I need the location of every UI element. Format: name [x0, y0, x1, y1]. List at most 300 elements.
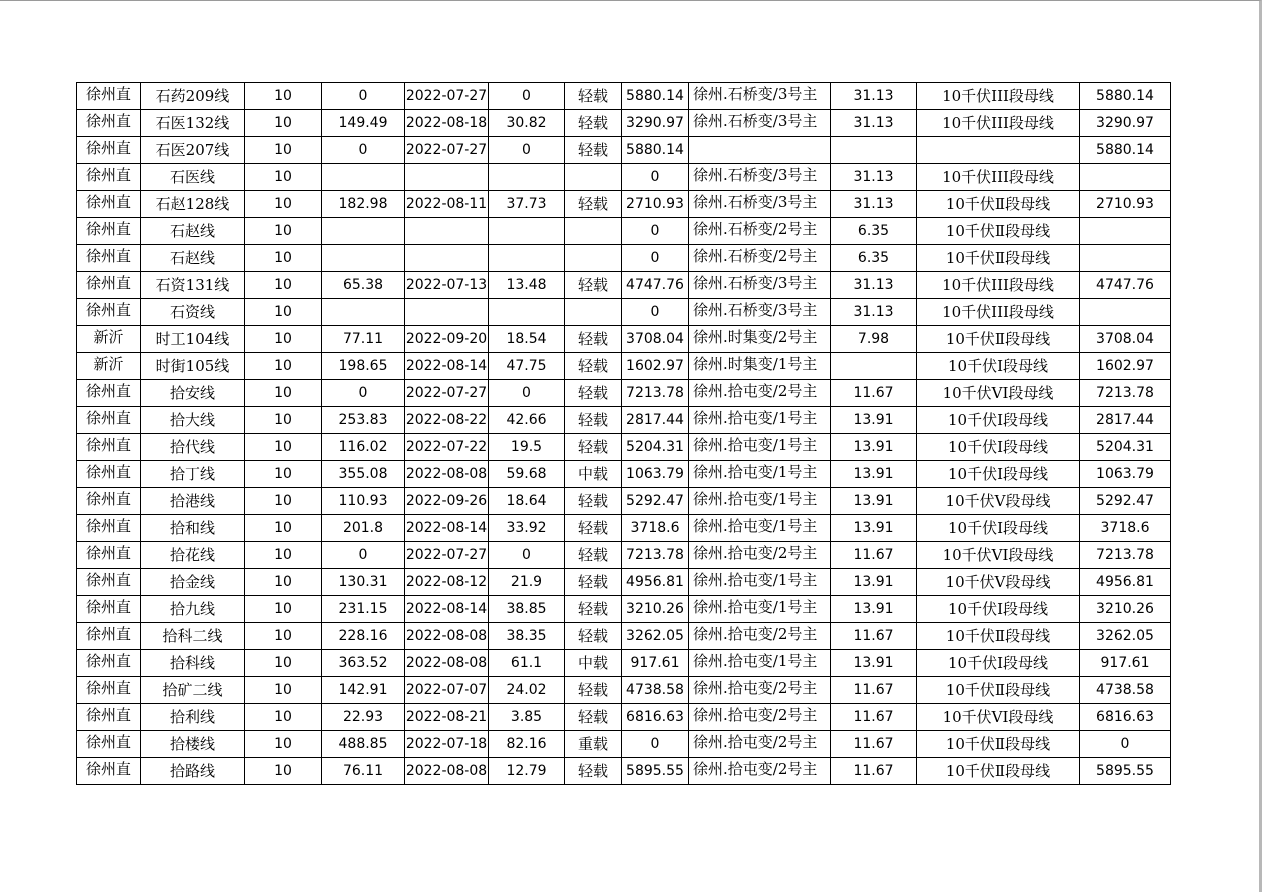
cell-voltage: 10: [245, 191, 322, 218]
cell-available: 4956.81: [1080, 569, 1171, 596]
cell-transformer: 徐州.拾屯变/1号主: [689, 596, 831, 623]
cell-capacity: 31.13: [831, 83, 917, 110]
cell-line-name: 石药209线: [141, 83, 245, 110]
cell-capacity: 13.91: [831, 434, 917, 461]
cell-line-name: 拾丁线: [141, 461, 245, 488]
cell-line-name: 石医132线: [141, 110, 245, 137]
cell-transformer: 徐州.石桥变/2号主: [689, 245, 831, 272]
cell-load-status: 中载: [565, 461, 622, 488]
cell-load-rate: [489, 245, 565, 272]
cell-current: 149.49: [322, 110, 405, 137]
cell-area: 徐州直: [77, 461, 141, 488]
cell-load-rate: 0: [489, 380, 565, 407]
cell-line-name: 石赵线: [141, 218, 245, 245]
cell-transformer: 徐州.石桥变/3号主: [689, 164, 831, 191]
cell-line-name: 拾科线: [141, 650, 245, 677]
cell-area: 徐州直: [77, 380, 141, 407]
table-row: [77, 623, 1171, 650]
cell-bus: 10千伏Ⅱ段母线: [917, 758, 1080, 785]
cell-bus: 10千伏Ⅰ段母线: [917, 461, 1080, 488]
cell-transformer: 徐州.拾屯变/2号主: [689, 380, 831, 407]
cell-transformer: 徐州.拾屯变/2号主: [689, 542, 831, 569]
cell-voltage: 10: [245, 245, 322, 272]
cell-load-rate: 24.02: [489, 677, 565, 704]
cell-voltage: 10: [245, 569, 322, 596]
cell-date: 2022-08-21: [405, 704, 489, 731]
cell-available: 2710.93: [1080, 191, 1171, 218]
cell-area: 徐州直: [77, 164, 141, 191]
cell-capacity: [831, 353, 917, 380]
cell-voltage: 10: [245, 83, 322, 110]
table-row: [77, 515, 1171, 542]
cell-load-status: 轻载: [565, 110, 622, 137]
cell-line-name: 拾大线: [141, 407, 245, 434]
cell-capacity: 7.98: [831, 326, 917, 353]
cell-margin: 3290.97: [622, 110, 689, 137]
cell-available: 3210.26: [1080, 596, 1171, 623]
cell-bus: 10千伏III段母线: [917, 272, 1080, 299]
cell-area: 徐州直: [77, 434, 141, 461]
cell-transformer: 徐州.拾屯变/1号主: [689, 515, 831, 542]
cell-area: 徐州直: [77, 218, 141, 245]
cell-available: [1080, 164, 1171, 191]
cell-load-rate: 18.64: [489, 488, 565, 515]
cell-transformer: 徐州.拾屯变/2号主: [689, 731, 831, 758]
cell-bus: 10千伏III段母线: [917, 110, 1080, 137]
cell-bus: 10千伏VI段母线: [917, 704, 1080, 731]
cell-transformer: 徐州.拾屯变/1号主: [689, 650, 831, 677]
cell-date: 2022-08-14: [405, 515, 489, 542]
cell-area: 徐州直: [77, 110, 141, 137]
cell-area: 新沂: [77, 326, 141, 353]
table-row: [77, 650, 1171, 677]
cell-bus: 10千伏Ⅱ段母线: [917, 623, 1080, 650]
cell-area: 徐州直: [77, 731, 141, 758]
cell-load-rate: 82.16: [489, 731, 565, 758]
table-row: [77, 137, 1171, 164]
cell-line-name: 拾矿二线: [141, 677, 245, 704]
cell-capacity: 13.91: [831, 461, 917, 488]
cell-bus: 10千伏Ⅰ段母线: [917, 353, 1080, 380]
cell-load-status: 轻载: [565, 137, 622, 164]
cell-voltage: 10: [245, 380, 322, 407]
cell-margin: 5880.14: [622, 83, 689, 110]
cell-current: 142.91: [322, 677, 405, 704]
cell-area: 徐州直: [77, 677, 141, 704]
cell-capacity: 11.67: [831, 677, 917, 704]
cell-load-rate: 38.85: [489, 596, 565, 623]
cell-date: 2022-09-26: [405, 488, 489, 515]
cell-load-rate: 42.66: [489, 407, 565, 434]
cell-area: 徐州直: [77, 407, 141, 434]
cell-capacity: [831, 137, 917, 164]
cell-area: 新沂: [77, 353, 141, 380]
cell-load-status: 轻载: [565, 272, 622, 299]
cell-load-status: 轻载: [565, 380, 622, 407]
cell-load-rate: 18.54: [489, 326, 565, 353]
cell-line-name: 石赵128线: [141, 191, 245, 218]
table-row: [77, 677, 1171, 704]
cell-current: 0: [322, 542, 405, 569]
cell-margin: 1602.97: [622, 353, 689, 380]
cell-voltage: 10: [245, 515, 322, 542]
cell-voltage: 10: [245, 650, 322, 677]
cell-available: 0: [1080, 731, 1171, 758]
cell-margin: 6816.63: [622, 704, 689, 731]
cell-voltage: 10: [245, 137, 322, 164]
table-row: [77, 272, 1171, 299]
cell-capacity: 13.91: [831, 650, 917, 677]
cell-available: 1602.97: [1080, 353, 1171, 380]
cell-voltage: 10: [245, 326, 322, 353]
cell-load-rate: 19.5: [489, 434, 565, 461]
cell-current: 22.93: [322, 704, 405, 731]
cell-transformer: 徐州.石桥变/2号主: [689, 218, 831, 245]
cell-current: 201.8: [322, 515, 405, 542]
cell-transformer: 徐州.石桥变/3号主: [689, 110, 831, 137]
cell-bus: 10千伏Ⅴ段母线: [917, 569, 1080, 596]
cell-voltage: 10: [245, 164, 322, 191]
cell-voltage: 10: [245, 434, 322, 461]
cell-capacity: 31.13: [831, 191, 917, 218]
cell-available: 3290.97: [1080, 110, 1171, 137]
cell-load-rate: [489, 218, 565, 245]
cell-load-rate: [489, 164, 565, 191]
cell-voltage: 10: [245, 623, 322, 650]
cell-available: 917.61: [1080, 650, 1171, 677]
cell-load-status: 轻载: [565, 488, 622, 515]
cell-transformer: 徐州.石桥变/3号主: [689, 272, 831, 299]
cell-load-rate: 3.85: [489, 704, 565, 731]
cell-area: 徐州直: [77, 515, 141, 542]
cell-bus: 10千伏Ⅱ段母线: [917, 191, 1080, 218]
cell-bus: 10千伏VI段母线: [917, 380, 1080, 407]
table-row: [77, 83, 1171, 110]
cell-current: 363.52: [322, 650, 405, 677]
cell-transformer: 徐州.拾屯变/1号主: [689, 488, 831, 515]
table-body: [77, 83, 1171, 785]
cell-margin: 3708.04: [622, 326, 689, 353]
cell-load-rate: 37.73: [489, 191, 565, 218]
table-row: [77, 596, 1171, 623]
cell-margin: 4956.81: [622, 569, 689, 596]
cell-line-name: 石资线: [141, 299, 245, 326]
cell-current: 76.11: [322, 758, 405, 785]
cell-line-name: 石医线: [141, 164, 245, 191]
cell-capacity: 11.67: [831, 758, 917, 785]
cell-margin: 2817.44: [622, 407, 689, 434]
cell-available: 5880.14: [1080, 83, 1171, 110]
cell-area: 徐州直: [77, 758, 141, 785]
cell-voltage: 10: [245, 272, 322, 299]
cell-margin: 4747.76: [622, 272, 689, 299]
cell-current: 0: [322, 137, 405, 164]
cell-available: [1080, 218, 1171, 245]
cell-bus: 10千伏Ⅱ段母线: [917, 218, 1080, 245]
cell-bus: 10千伏Ⅰ段母线: [917, 434, 1080, 461]
cell-bus: 10千伏Ⅴ段母线: [917, 488, 1080, 515]
cell-bus: 10千伏III段母线: [917, 83, 1080, 110]
cell-current: 116.02: [322, 434, 405, 461]
cell-margin: 3718.6: [622, 515, 689, 542]
table-row: [77, 191, 1171, 218]
cell-load-rate: 61.1: [489, 650, 565, 677]
cell-line-name: 拾代线: [141, 434, 245, 461]
table-row: [77, 326, 1171, 353]
cell-line-name: 拾港线: [141, 488, 245, 515]
cell-load-status: 轻载: [565, 515, 622, 542]
cell-current: 355.08: [322, 461, 405, 488]
cell-margin: 5880.14: [622, 137, 689, 164]
cell-available: [1080, 299, 1171, 326]
cell-available: 1063.79: [1080, 461, 1171, 488]
cell-line-name: 拾和线: [141, 515, 245, 542]
cell-bus: 10千伏Ⅰ段母线: [917, 407, 1080, 434]
cell-bus: 10千伏Ⅱ段母线: [917, 731, 1080, 758]
cell-bus: 10千伏Ⅱ段母线: [917, 326, 1080, 353]
cell-date: [405, 299, 489, 326]
cell-margin: 5292.47: [622, 488, 689, 515]
cell-margin: 7213.78: [622, 380, 689, 407]
cell-margin: 4738.58: [622, 677, 689, 704]
cell-current: 182.98: [322, 191, 405, 218]
feeder-load-table: [76, 82, 1171, 785]
cell-current: 65.38: [322, 272, 405, 299]
cell-area: 徐州直: [77, 245, 141, 272]
cell-load-status: 重载: [565, 731, 622, 758]
cell-date: 2022-08-18: [405, 110, 489, 137]
cell-line-name: 拾安线: [141, 380, 245, 407]
cell-area: 徐州直: [77, 299, 141, 326]
cell-available: 5880.14: [1080, 137, 1171, 164]
cell-available: [1080, 245, 1171, 272]
cell-current: 253.83: [322, 407, 405, 434]
cell-bus: 10千伏Ⅱ段母线: [917, 677, 1080, 704]
cell-voltage: 10: [245, 758, 322, 785]
cell-date: 2022-08-08: [405, 650, 489, 677]
cell-capacity: 11.67: [831, 731, 917, 758]
cell-load-rate: 12.79: [489, 758, 565, 785]
cell-current: [322, 218, 405, 245]
cell-load-status: 中载: [565, 650, 622, 677]
cell-current: 488.85: [322, 731, 405, 758]
cell-voltage: 10: [245, 542, 322, 569]
cell-area: 徐州直: [77, 650, 141, 677]
cell-load-status: 轻载: [565, 677, 622, 704]
table-row: [77, 542, 1171, 569]
cell-capacity: 13.91: [831, 488, 917, 515]
cell-load-rate: 59.68: [489, 461, 565, 488]
cell-voltage: 10: [245, 461, 322, 488]
cell-load-status: 轻载: [565, 83, 622, 110]
cell-margin: 1063.79: [622, 461, 689, 488]
cell-capacity: 31.13: [831, 299, 917, 326]
cell-load-status: [565, 299, 622, 326]
cell-margin: 5895.55: [622, 758, 689, 785]
cell-current: 77.11: [322, 326, 405, 353]
cell-transformer: 徐州.拾屯变/1号主: [689, 434, 831, 461]
cell-margin: 0: [622, 218, 689, 245]
cell-area: 徐州直: [77, 704, 141, 731]
cell-line-name: 拾路线: [141, 758, 245, 785]
table-row: [77, 380, 1171, 407]
cell-load-status: 轻载: [565, 191, 622, 218]
cell-area: 徐州直: [77, 542, 141, 569]
table-row: [77, 488, 1171, 515]
cell-load-status: 轻载: [565, 542, 622, 569]
cell-bus: [917, 137, 1080, 164]
cell-area: 徐州直: [77, 569, 141, 596]
cell-available: 2817.44: [1080, 407, 1171, 434]
cell-transformer: 徐州.拾屯变/1号主: [689, 407, 831, 434]
cell-bus: 10千伏Ⅰ段母线: [917, 515, 1080, 542]
cell-margin: 3262.05: [622, 623, 689, 650]
table-row: [77, 569, 1171, 596]
cell-load-status: 轻载: [565, 326, 622, 353]
cell-available: 3718.6: [1080, 515, 1171, 542]
cell-load-rate: 0: [489, 83, 565, 110]
cell-load-rate: 0: [489, 137, 565, 164]
cell-date: 2022-07-22: [405, 434, 489, 461]
cell-margin: 0: [622, 164, 689, 191]
table-row: [77, 299, 1171, 326]
cell-line-name: 石资131线: [141, 272, 245, 299]
cell-transformer: 徐州.石桥变/3号主: [689, 299, 831, 326]
cell-date: 2022-07-27: [405, 83, 489, 110]
cell-line-name: 时街105线: [141, 353, 245, 380]
cell-voltage: 10: [245, 677, 322, 704]
cell-margin: 2710.93: [622, 191, 689, 218]
cell-load-rate: 13.48: [489, 272, 565, 299]
cell-voltage: 10: [245, 704, 322, 731]
cell-transformer: 徐州.石桥变/3号主: [689, 191, 831, 218]
cell-available: 5292.47: [1080, 488, 1171, 515]
cell-bus: 10千伏Ⅱ段母线: [917, 245, 1080, 272]
cell-line-name: 拾科二线: [141, 623, 245, 650]
cell-load-rate: 21.9: [489, 569, 565, 596]
cell-date: [405, 218, 489, 245]
cell-available: 4747.76: [1080, 272, 1171, 299]
table-row: [77, 245, 1171, 272]
cell-voltage: 10: [245, 407, 322, 434]
cell-available: 7213.78: [1080, 380, 1171, 407]
cell-current: [322, 164, 405, 191]
cell-load-status: 轻载: [565, 353, 622, 380]
cell-date: 2022-08-14: [405, 353, 489, 380]
cell-date: 2022-08-12: [405, 569, 489, 596]
cell-available: 6816.63: [1080, 704, 1171, 731]
cell-area: 徐州直: [77, 488, 141, 515]
cell-capacity: 13.91: [831, 569, 917, 596]
cell-current: 228.16: [322, 623, 405, 650]
cell-capacity: 13.91: [831, 515, 917, 542]
cell-bus: 10千伏Ⅰ段母线: [917, 650, 1080, 677]
cell-available: 5895.55: [1080, 758, 1171, 785]
cell-line-name: 石赵线: [141, 245, 245, 272]
cell-margin: 0: [622, 299, 689, 326]
cell-date: 2022-08-08: [405, 623, 489, 650]
cell-available: 3262.05: [1080, 623, 1171, 650]
cell-capacity: 31.13: [831, 272, 917, 299]
cell-load-status: 轻载: [565, 623, 622, 650]
cell-load-status: 轻载: [565, 758, 622, 785]
cell-date: 2022-09-20: [405, 326, 489, 353]
cell-area: 徐州直: [77, 83, 141, 110]
cell-area: 徐州直: [77, 623, 141, 650]
cell-bus: 10千伏Ⅰ段母线: [917, 596, 1080, 623]
cell-load-rate: 38.35: [489, 623, 565, 650]
cell-current: [322, 245, 405, 272]
cell-available: 4738.58: [1080, 677, 1171, 704]
cell-load-status: 轻载: [565, 596, 622, 623]
cell-load-status: 轻载: [565, 434, 622, 461]
cell-margin: 0: [622, 731, 689, 758]
cell-voltage: 10: [245, 353, 322, 380]
cell-bus: 10千伏III段母线: [917, 164, 1080, 191]
table-row: [77, 704, 1171, 731]
cell-current: 110.93: [322, 488, 405, 515]
table-row: [77, 461, 1171, 488]
cell-load-status: [565, 218, 622, 245]
cell-voltage: 10: [245, 731, 322, 758]
cell-capacity: 6.35: [831, 245, 917, 272]
cell-available: 3708.04: [1080, 326, 1171, 353]
cell-transformer: 徐州.拾屯变/1号主: [689, 569, 831, 596]
cell-capacity: 13.91: [831, 596, 917, 623]
cell-current: 0: [322, 83, 405, 110]
table-row: [77, 164, 1171, 191]
cell-date: 2022-07-27: [405, 137, 489, 164]
cell-transformer: 徐州.拾屯变/2号主: [689, 758, 831, 785]
cell-current: 231.15: [322, 596, 405, 623]
cell-capacity: 31.13: [831, 164, 917, 191]
cell-capacity: 11.67: [831, 380, 917, 407]
cell-transformer: 徐州.拾屯变/2号主: [689, 623, 831, 650]
cell-date: 2022-07-07: [405, 677, 489, 704]
table-row: [77, 731, 1171, 758]
cell-load-rate: [489, 299, 565, 326]
cell-area: 徐州直: [77, 596, 141, 623]
cell-load-status: 轻载: [565, 704, 622, 731]
cell-load-status: [565, 245, 622, 272]
cell-area: 徐州直: [77, 137, 141, 164]
cell-line-name: 拾楼线: [141, 731, 245, 758]
cell-date: 2022-07-27: [405, 542, 489, 569]
cell-voltage: 10: [245, 299, 322, 326]
cell-margin: 3210.26: [622, 596, 689, 623]
cell-transformer: 徐州.拾屯变/2号主: [689, 677, 831, 704]
cell-current: 0: [322, 380, 405, 407]
cell-load-status: 轻载: [565, 569, 622, 596]
cell-current: 130.31: [322, 569, 405, 596]
cell-available: 5204.31: [1080, 434, 1171, 461]
cell-date: 2022-08-11: [405, 191, 489, 218]
table-row: [77, 407, 1171, 434]
cell-voltage: 10: [245, 218, 322, 245]
cell-date: 2022-07-18: [405, 731, 489, 758]
cell-date: 2022-08-22: [405, 407, 489, 434]
cell-margin: 7213.78: [622, 542, 689, 569]
cell-line-name: 拾金线: [141, 569, 245, 596]
cell-date: 2022-08-08: [405, 461, 489, 488]
table-row: [77, 758, 1171, 785]
cell-load-rate: 33.92: [489, 515, 565, 542]
cell-capacity: 13.91: [831, 407, 917, 434]
cell-available: 7213.78: [1080, 542, 1171, 569]
cell-line-name: 拾花线: [141, 542, 245, 569]
cell-date: 2022-08-08: [405, 758, 489, 785]
cell-capacity: 11.67: [831, 542, 917, 569]
